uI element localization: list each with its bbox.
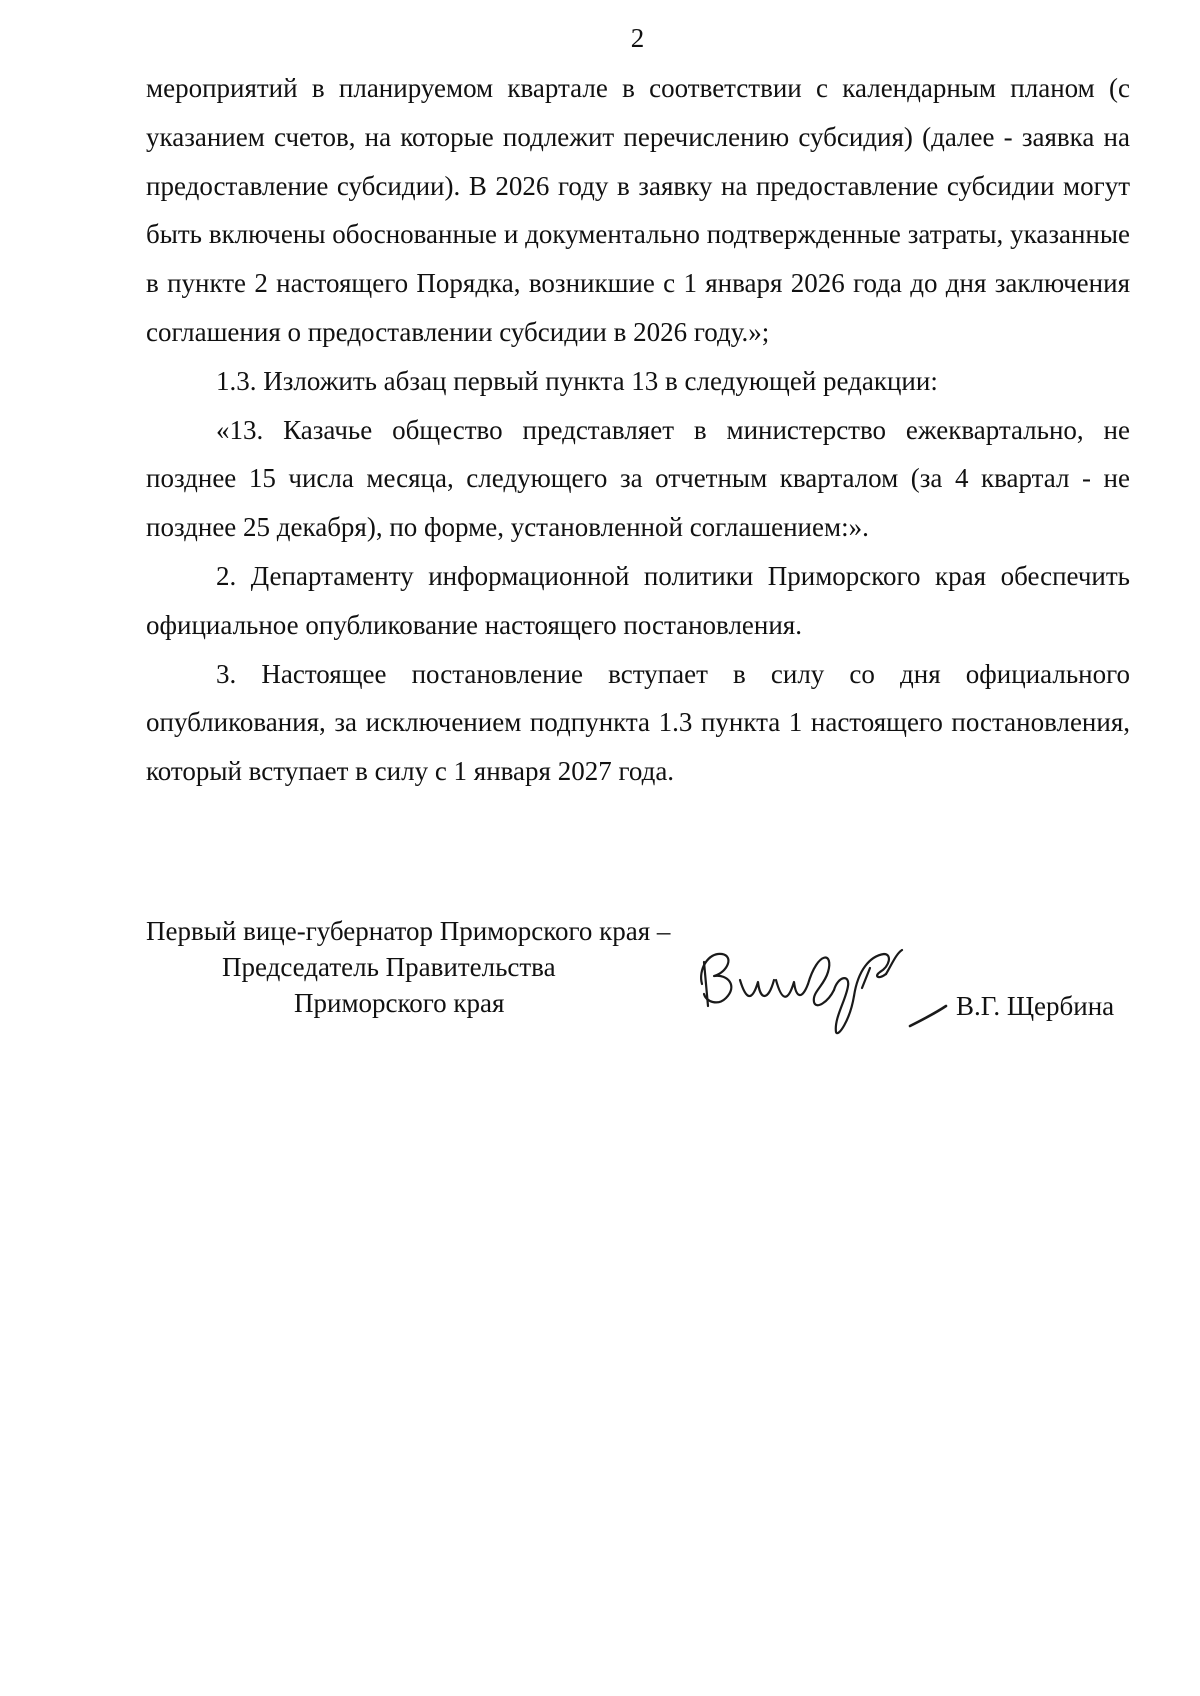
signatory-title-line-2: Председатель Правительства	[222, 952, 556, 982]
signatory-title-line-3: Приморского края	[294, 988, 505, 1018]
paragraph-item-3: 3. Настоящее постановление вступает в силу со дня официального опубликования, за исключением подпункта 1.3 пункта 1 настоящего постановления, который вступает в силу с 1 января 2027 года.	[146, 658, 1130, 787]
paragraph-continuation: мероприятий в планируемом квартале в соответствии с календарным планом (с указанием счетов, на которые подлежит перечислению субсидия) (далее - заявка на предоставление субсидии). В 2026 году в заявку на предоставление субсидии могут быть включены обоснованные и документально подтвержденные затраты, указанные в пункте 2 настоящего Порядка, возникшие с 1 января 2026 года до дня заключения соглашения о предоставлении субсидии в 2026 году.»;	[146, 73, 1130, 347]
document-body	[146, 64, 1130, 796]
page-number: 2	[630, 23, 645, 53]
paragraph-quoted-item-13: «13. Казачье общество представляет в министерство ежеквартально, не позднее 15 числа месяца, следующего за отчетным кварталом (за 4 квартал - не позднее 25 декабря), по форме, установленной соглашением:».	[146, 414, 1130, 543]
signatory-title-line-1: Первый вице-губернатор Приморского края –	[146, 916, 671, 946]
paragraph-item-2: 2. Департаменту информационной политики Приморского края обеспечить официальное опубликование настоящего постановления.	[146, 560, 1130, 640]
handwritten-signature	[688, 940, 948, 1040]
paragraph-item-1-3: 1.3. Изложить абзац первый пункта 13 в следующей редакции:	[216, 365, 938, 396]
signer-name: В.Г. Щербина	[956, 991, 1115, 1021]
signatory-title	[146, 913, 706, 1021]
